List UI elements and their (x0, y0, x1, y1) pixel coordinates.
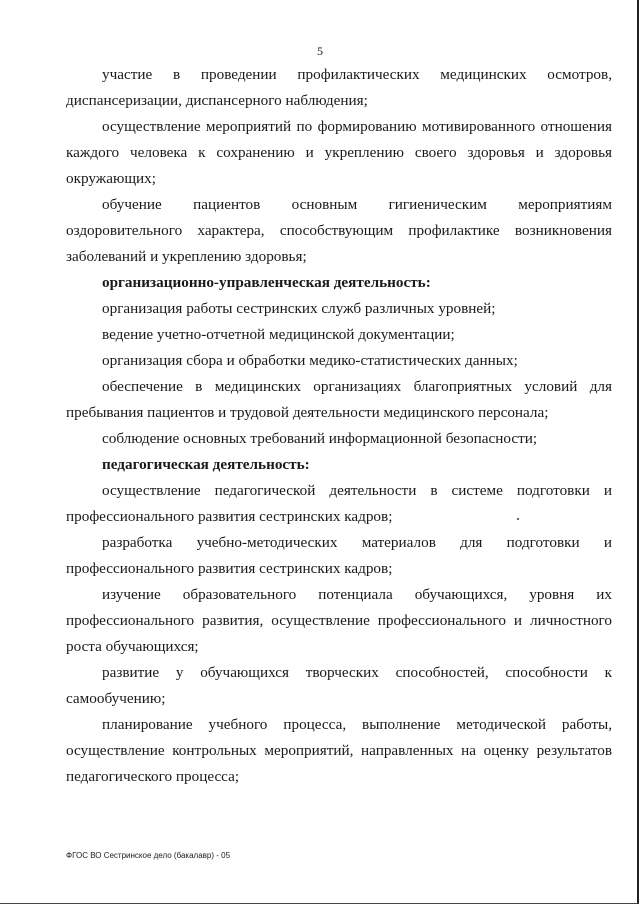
paragraph: планирование учебного процесса, выполнение методической работы, осуществление контрольных мероприятий, направленных на оценку результатов педагогического процесса; (66, 716, 612, 785)
page-footer: ФГОС ВО Сестринское дело (бакалавр) - 05 (66, 851, 231, 860)
paragraph: развитие у обучающихся творческих способностей, способности к самообучению; (66, 664, 612, 707)
paragraph: разработка учебно-методических материалов для подготовки и профессионального развития сестринских кадров; (66, 534, 612, 577)
paragraph: ведение учетно-отчетной медицинской документации; (102, 326, 455, 343)
document-body (66, 62, 612, 790)
scan-speck (517, 518, 519, 520)
paragraph: изучение образовательного потенциала обучающихся, уровня их профессионального развития, осуществление профессионального и личностного роста обучающихся; (66, 586, 612, 655)
paragraph: организация сбора и обработки медико-статистических данных; (102, 352, 518, 369)
paragraph: осуществление мероприятий по формированию мотивированного отношения каждого человека к сохранению и укреплению своего здоровья и здоровья окружающих; (66, 118, 612, 187)
paragraph: обеспечение в медицинских организациях благоприятных условий для пребывания пациентов и трудовой деятельности медицинского персонала; (66, 378, 612, 421)
paragraph: обучение пациентов основным гигиеническим мероприятиям оздоровительного характера, способствующим профилактике возникновения заболеваний и укреплению здоровья; (66, 196, 612, 265)
paragraph: осуществление педагогической деятельности в системе подготовки и профессионального развития сестринских кадров; (66, 482, 612, 525)
page-number: 5 (317, 44, 323, 58)
section-heading: педагогическая деятельность: (102, 456, 310, 473)
paragraph: организация работы сестринских служб различных уровней; (102, 300, 496, 317)
paragraph: участие в проведении профилактических медицинских осмотров, диспансеризации, диспансерного наблюдения; (66, 66, 612, 109)
paragraph: соблюдение основных требований информационной безопасности; (102, 430, 538, 447)
section-heading: организационно-управленческая деятельность: (102, 274, 431, 291)
